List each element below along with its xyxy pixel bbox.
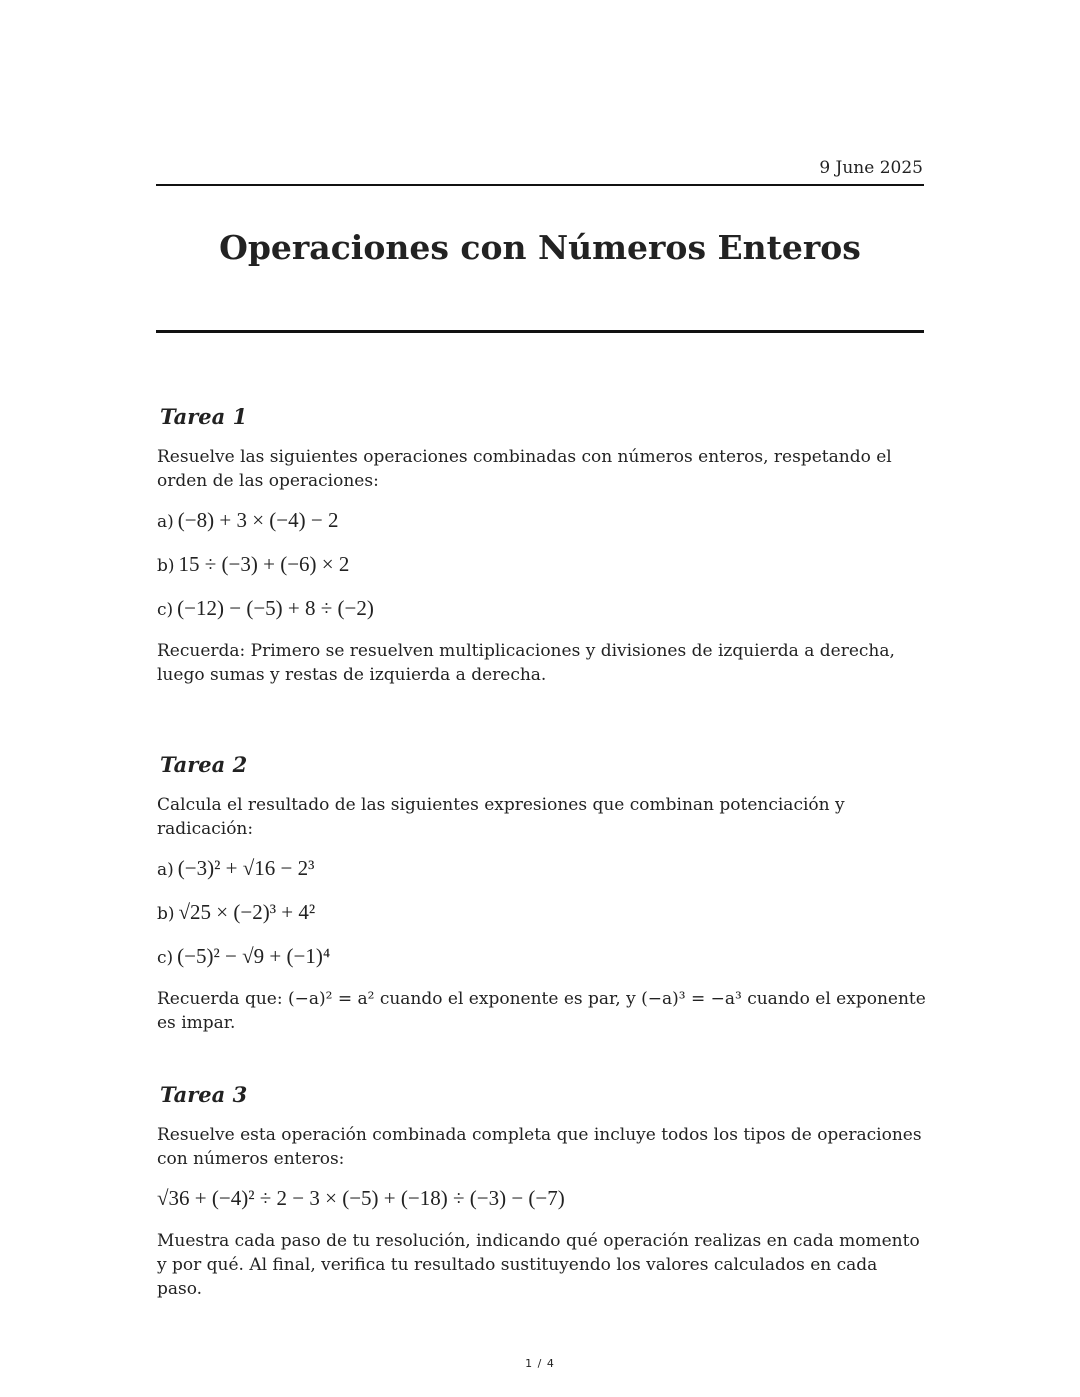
- exercise-item: [157, 855, 927, 883]
- exercise-item: [157, 943, 927, 971]
- combined-expression: √36 + (−4)² ÷ 2 − 3 × (−5) + (−18) ÷ (−3) − (−7): [157, 1186, 565, 1210]
- combined-expression-row: [157, 1185, 927, 1213]
- page-number: 1 / 4: [525, 1357, 555, 1370]
- task-note: Muestra cada paso de tu resolución, indicando qué operación realizas en cada momento y por qué. Al final, verifica tu resultado sustituyendo los valores calculados en cada paso.: [157, 1231, 920, 1299]
- task-intro: Resuelve esta operación combinada completa que incluye todos los tipos de operaciones con números enteros:: [157, 1125, 922, 1169]
- task-3: [157, 1082, 927, 1315]
- task-heading: Tarea 1: [160, 404, 248, 429]
- exercise-item: [157, 507, 927, 535]
- page-title: Operaciones con Números Enteros: [219, 228, 861, 267]
- exercise-item: [157, 899, 927, 927]
- exercise-label: b): [157, 556, 175, 576]
- task-intro: Calcula el resultado de las siguientes expresiones que combinan potenciación y radicación:: [157, 795, 845, 839]
- exercise-expression: 15 ÷ (−3) + (−6) × 2: [178, 552, 350, 576]
- exercise-item: [157, 595, 927, 623]
- exercise-label: c): [157, 948, 174, 968]
- task-heading: Tarea 3: [160, 1082, 248, 1107]
- task-intro: Resuelve las siguientes operaciones combinadas con números enteros, respetando el orden de las operaciones:: [157, 447, 892, 491]
- header-date: 9 June 2025: [819, 158, 923, 178]
- title-rule: [156, 330, 924, 333]
- exercise-label: a): [157, 512, 174, 532]
- exercise-expression: (−3)² + √16 − 2³: [177, 856, 315, 880]
- task-1: [157, 404, 927, 701]
- exercise-label: c): [157, 600, 174, 620]
- exercise-expression: √25 × (−2)³ + 4²: [178, 900, 316, 924]
- task-2: [157, 752, 927, 1049]
- task-note: Recuerda que: (−a)² = a² cuando el exponente es par, y (−a)³ = −a³ cuando el exponente es impar.: [157, 989, 926, 1033]
- task-note: Recuerda: Primero se resuelven multiplicaciones y divisiones de izquierda a derecha, luego sumas y restas de izquierda a derecha.: [157, 641, 895, 685]
- exercise-label: a): [157, 860, 174, 880]
- exercise-item: [157, 551, 927, 579]
- header-rule: [156, 184, 924, 186]
- exercise-expression: (−8) + 3 × (−4) − 2: [177, 508, 339, 532]
- exercise-label: b): [157, 904, 175, 924]
- exercise-expression: (−5)² − √9 + (−1)⁴: [177, 944, 331, 968]
- exercise-expression: (−12) − (−5) + 8 ÷ (−2): [177, 596, 374, 620]
- task-heading: Tarea 2: [160, 752, 248, 777]
